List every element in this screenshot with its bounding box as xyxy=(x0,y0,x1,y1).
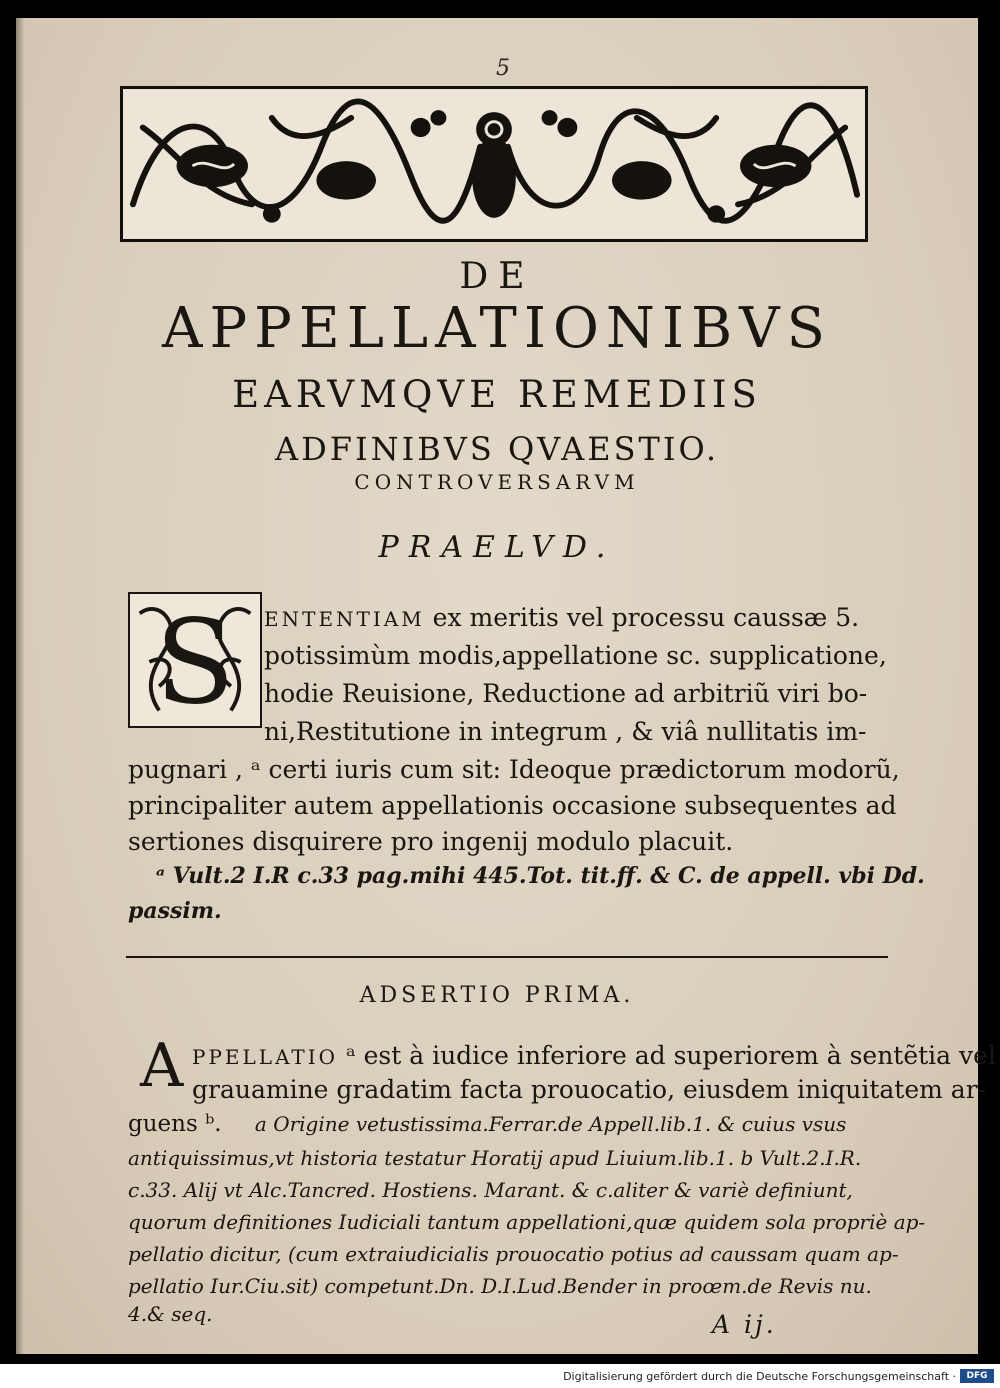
footer-credit-text: Digitalisierung gefördert durch die Deutsche Forschungsgemeinschaft · xyxy=(563,1370,956,1383)
adsertio-note-2: antiquissimus,vt historia testatur Horatij apud Liuium.lib.1. b Vult.2.I.R. xyxy=(128,1146,862,1170)
digitization-footer xyxy=(0,1364,1000,1388)
title-line-4: ADFINIBVS QVAESTIO. xyxy=(274,430,720,468)
dfg-logo-icon: DFG xyxy=(960,1369,994,1383)
adsertio-line-2: grauamine gradatim facta prouocatio, eiusdem iniquitatem ar- xyxy=(192,1075,987,1104)
title-line-3: EARVMQVE REMEDIIS xyxy=(232,373,762,416)
intro-line-2: potissimùm modis,appellatione sc. supplicatione, xyxy=(264,641,887,670)
adsertio-note-3: c.33. Alij vt Alc.Tancred. Hostiens. Marant. & c.aliter & variè definiunt, xyxy=(128,1178,853,1202)
adsertio-note-5: pellatio dicitur, (cum extraiudicialis prouocatio potius ad caussam quam ap- xyxy=(128,1242,899,1266)
headpiece-ornament-icon xyxy=(123,89,865,239)
adsertio-note-7: 4.& seq. xyxy=(128,1302,213,1326)
intro-line-6: principaliter autem appellationis occasione subsequentes ad xyxy=(128,791,897,820)
intro-line-5: pugnari , ᵃ certi iuris cum sit: Ideoque prædictorum modorũ, xyxy=(128,755,900,784)
adsertio-note-6: pellatio Iur.Ciu.sit) competunt.Dn. D.I.Lud.Bender in proœm.de Revis nu. xyxy=(128,1274,872,1298)
adsertio-line-3: guens ᵇ. a Origine vetustissima.Ferrar.de Appell.lib.1. & cuius vsus xyxy=(128,1111,847,1137)
title-de: DE xyxy=(459,256,535,297)
title-main: APPELLATIONIBVS xyxy=(162,296,832,361)
page-gutter-edge xyxy=(16,18,24,1354)
decorated-initial-s xyxy=(128,592,262,728)
intro-line-3: hodie Reuisione, Reductione ad arbitriũ viri bo- xyxy=(264,679,868,708)
svg-text:S: S xyxy=(155,595,235,726)
section-rule xyxy=(126,956,888,958)
initial-s-ornament-icon xyxy=(130,594,260,726)
title-line-6: PRAELVD. xyxy=(378,530,616,565)
intro-line-7: sertiones disquirere pro ingenij modulo placuit. xyxy=(128,827,734,856)
intro-line-4: ni,Restitutione in integrum , & viâ nullitatis im- xyxy=(264,717,867,746)
intro-line-1: ENTENTIAM ex meritis vel processu caussæ 5. xyxy=(264,603,860,632)
adsertio-heading: ADSERTIO PRIMA. xyxy=(359,983,635,1008)
book-page xyxy=(16,18,996,1354)
catchword: A ij. xyxy=(712,1310,777,1339)
adsertio-note-4: quorum definitiones Iudiciali tantum appellationi,quæ quidem sola propriè ap- xyxy=(128,1210,926,1234)
title-line-5: CONTROVERSARVM xyxy=(354,470,640,494)
ornamental-headpiece xyxy=(120,86,868,242)
intro-footnote-1: ᵃ Vult.2 I.R c.33 pag.mihi 445.Tot. tit.ff. & C. de appell. vbi Dd. xyxy=(156,863,925,889)
intro-footnote-2: passim. xyxy=(128,898,222,924)
initial-a: A xyxy=(140,1031,184,1101)
page-number: 5 xyxy=(496,56,510,81)
adsertio-line-1: PPELLATIO ᵃ est à iudice inferiore ad superiorem à sentẽtia vel xyxy=(192,1041,996,1070)
